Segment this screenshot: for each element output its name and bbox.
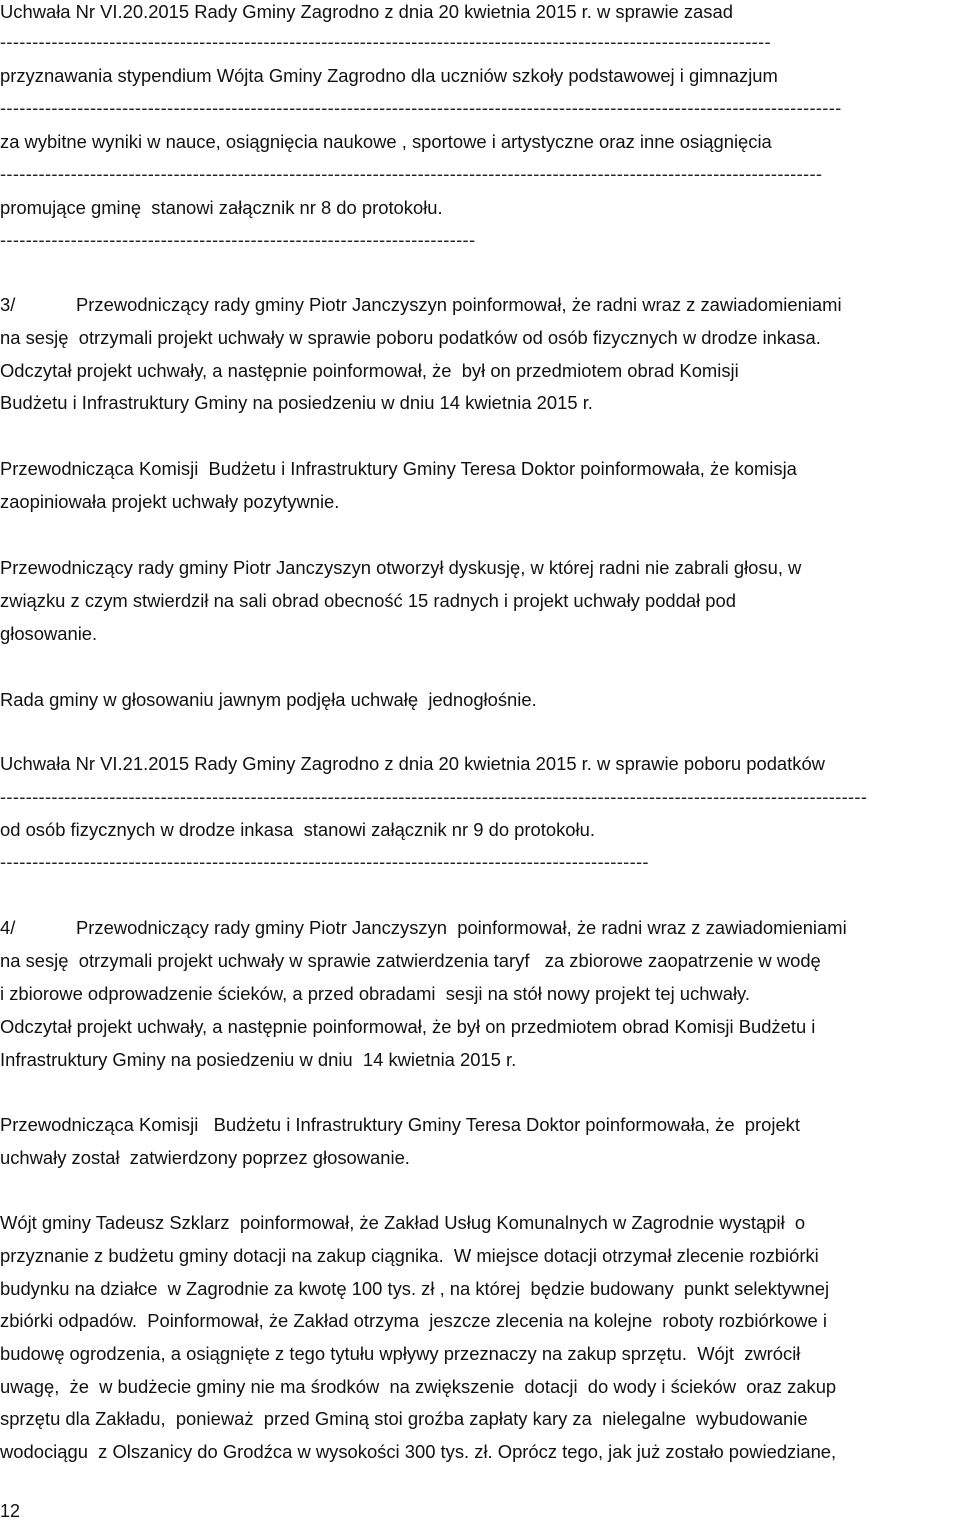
item-4-committee-line-1: Przewodnicząca Komisji Budżetu i Infrastruktury Gminy Teresa Doktor poinformowała, że projekt [0,1114,800,1135]
item-3-line-4: Budżetu i Infrastruktury Gminy na posiedzeniu w dniu 14 kwietnia 2015 r. [0,392,593,413]
item-4-line-4: Odczytał projekt uchwały, a następnie poinformował, że był on przedmiotem obrad Komisji Budżetu i [0,1016,816,1037]
item-4-mayor-line-8: wodociągu z Olszanicy do Grodźca w wysokości 300 tys. zł. Oprócz tego, jak już zostało powiedziane, [0,1441,837,1462]
item-4-mayor-line-2: przyznanie z budżetu gminy dotacji na zakup ciągnika. W miejsce dotacji otrzymał zlecenie rozbiórki [0,1245,819,1266]
item-3-discussion-line-2: związku z czym stwierdził na sali obrad obecność 15 radnych i projekt uchwały poddał pod [0,590,736,611]
item-4-committee-line-2: uchwały został zatwierdzony poprzez głosowanie. [0,1147,410,1168]
resolution-vi20-line-2: przyznawania stypendium Wójta Gminy Zagrodno dla uczniów szkoły podstawowej i gimnazjum [0,65,778,86]
dash-separator: ----------------------------------------------------------------------------------------------------- [0,851,649,872]
item-3-discussion-line-3: głosowanie. [0,623,98,644]
item-3-committee-line-1: Przewodnicząca Komisji Budżetu i Infrastruktury Gminy Teresa Doktor poinformowała, że komisja [0,458,797,479]
item-4-number: 4/ [0,917,16,938]
item-4-mayor-line-4: zbiórki odpadów. Poinformował, że Zakład otrzyma jeszcze zlecenia na kolejne roboty rozbiórkowe i [0,1310,827,1331]
item-4-line-3: i zbiorowe odprowadzenie ścieków, a przed obradami sesji na stół nowy projekt tej uchwały. [0,983,750,1004]
dash-separator: ------------------------------------------------------------------------------------------------------------------------ [0,31,771,52]
item-4-line-5: Infrastruktury Gminy na posiedzeniu w dniu 14 kwietnia 2015 r. [0,1049,517,1070]
item-3-line-2: na sesję otrzymali projekt uchwały w sprawie poboru podatków od osób fizycznych w drodze inkasa. [0,327,821,348]
item-4-mayor-line-7: sprzętu dla Zakładu, ponieważ przed Gminą stoi groźba zapłaty kary za nielegalne wybudowanie [0,1408,808,1429]
item-4-mayor-line-3: budynku na działce w Zagrodnie za kwotę 100 tys. zł , na której będzie budowany punkt selektywnej [0,1278,830,1299]
item-3-vote-result: Rada gminy w głosowaniu jawnym podjęła uchwałę jednogłośnie. [0,689,537,710]
dash-separator: -------------------------------------------------------------------------------------------------------------------------------- [0,163,823,184]
resolution-vi20-line-4: promujące gminę stanowi załącznik nr 8 do protokołu. [0,197,443,218]
dash-separator: ----------------------------------------------------------------------------------------------------------------------------------- [0,97,842,118]
resolution-vi21-line-1: Uchwała Nr VI.21.2015 Rady Gminy Zagrodno z dnia 20 kwietnia 2015 r. w sprawie poboru podatków [0,753,825,774]
dash-separator: --------------------------------------------------------------------------------------------------------------------------------------- [0,786,868,807]
item-3-discussion-line-1: Przewodniczący rady gminy Piotr Janczyszyn otworzył dyskusję, w której radni nie zabrali głosu, w [0,557,802,578]
item-3-committee-line-2: zaopiniowała projekt uchwały pozytywnie. [0,491,340,512]
item-3-line-1: Przewodniczący rady gminy Piotr Janczyszyn poinformował, że radni wraz z zawiadomieniami [76,294,842,315]
item-4-mayor-line-6: uwagę, że w budżecie gminy nie ma środków na zwiększenie dotacji do wody i ścieków oraz zakup [0,1376,837,1397]
resolution-vi20-line-3: za wybitne wyniki w nauce, osiągnięcia naukowe , sportowe i artystyczne oraz inne osiągnięcia [0,131,772,152]
resolution-vi20-line-1: Uchwała Nr VI.20.2015 Rady Gminy Zagrodno z dnia 20 kwietnia 2015 r. w sprawie zasad [0,1,733,22]
item-3-line-3: Odczytał projekt uchwały, a następnie poinformował, że był on przedmiotem obrad Komisji [0,360,739,381]
dash-separator: -------------------------------------------------------------------------- [0,229,476,250]
page-number: 12 [0,1501,21,1521]
item-3-number: 3/ [0,294,16,315]
item-4-mayor-line-1: Wójt gminy Tadeusz Szklarz poinformował, że Zakład Usług Komunalnych w Zagrodnie wystąpił o [0,1212,806,1233]
item-4-mayor-line-5: budowę ogrodzenia, a osiągnięte z tego tytułu wpływy przeznaczy na zakup sprzętu. Wójt zwrócił [0,1343,801,1364]
item-4-line-2: na sesję otrzymali projekt uchwały w sprawie zatwierdzenia taryf za zbiorowe zaopatrzenie w wodę [0,950,821,971]
item-4-line-1: Przewodniczący rady gminy Piotr Janczyszyn poinformował, że radni wraz z zawiadomieniami [76,917,847,938]
resolution-vi21-line-2: od osób fizycznych w drodze inkasa stanowi załącznik nr 9 do protokołu. [0,819,595,840]
